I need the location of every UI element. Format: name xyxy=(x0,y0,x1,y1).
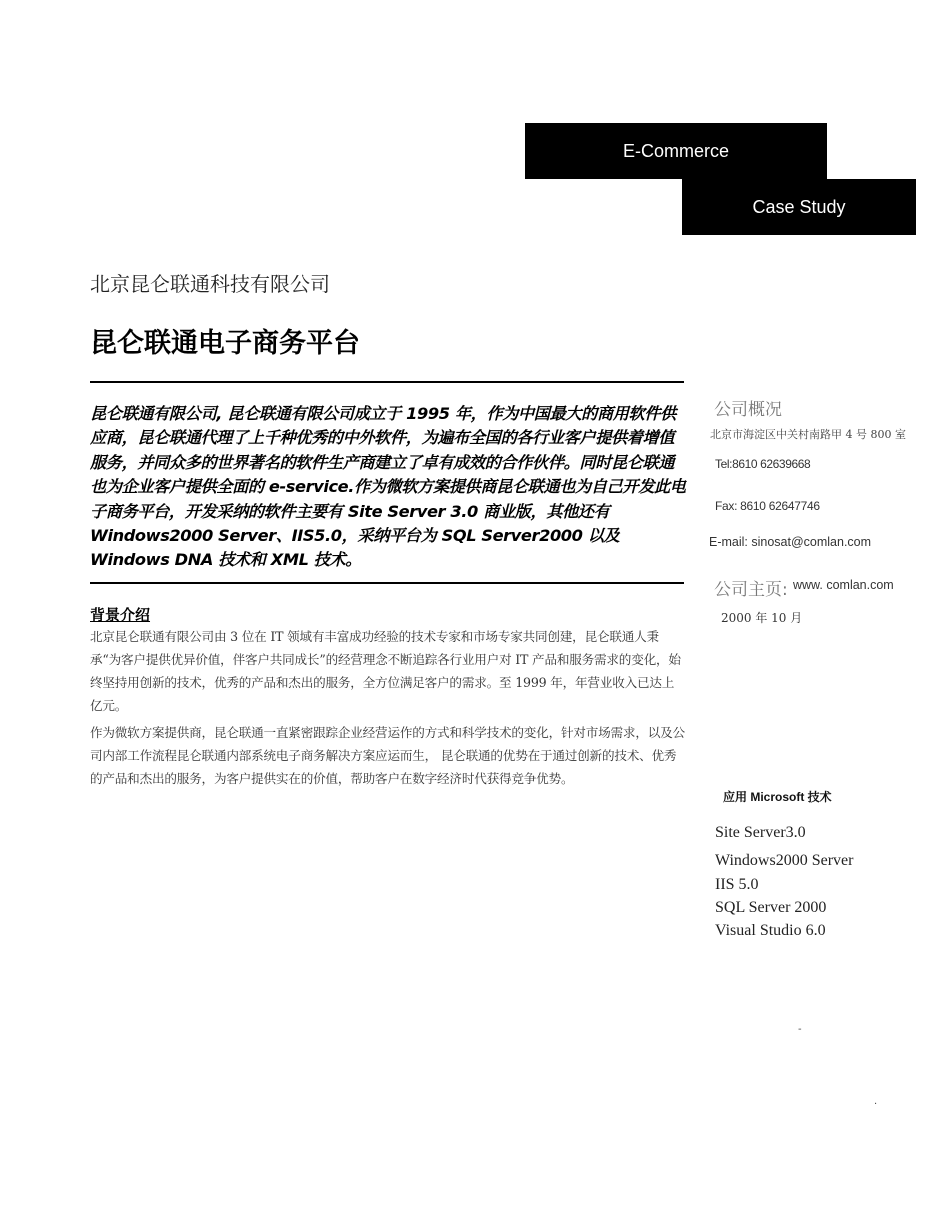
company-name: 北京昆仑联通科技有限公司 xyxy=(90,272,330,296)
tech-item: IIS 5.0 xyxy=(715,876,759,893)
tech-item: Visual Studio 6.0 xyxy=(715,922,826,939)
tech-item: Windows2000 Server xyxy=(715,852,854,869)
ecommerce-tag-label: E-Commerce xyxy=(622,140,729,161)
background-heading: 背景介绍 xyxy=(90,606,151,624)
company-fax: Fax: 8610 62647746 xyxy=(715,499,820,513)
overview-heading: 公司概况 xyxy=(714,400,782,420)
homepage-heading: 公司主页: xyxy=(714,580,788,600)
ecommerce-tag xyxy=(525,123,827,179)
tech-item: Site Server3.0 xyxy=(715,824,806,841)
company-tel: Tel:8610 62639668 xyxy=(715,457,811,471)
publish-date: 2000 年 10 月 xyxy=(721,611,803,625)
summary-paragraph: 昆仑联通有限公司, 昆仑联通有限公司成立于 1995 年，作为中国最大的商用软件供应商，昆仑联通代理了上千种优秀的中外软件，为遍布全国的各行业客户提供着增值服务，并同众多的世界著名的软件生产商建立了卓有成效的合作伙伴。同时昆仑联通也为企业客户提供全面的 e-service.作为微软方案提供商昆仑联通也为自己开发此电子商务平台，开发采纳的软件主要有 Site Server 3.0 商业版，其他还有 Windows2000 Server、IIS5.0，采纳平台为 SQL Server2000 以及 Windows DNA 技术和 XML 技术。 xyxy=(90,404,686,570)
background-paragraph-2: 作为微软方案提供商，昆仑联通一直紧密跟踪企业经营运作的方式和科学技术的变化，针对市场需求，以及公司内部工作流程昆仑联通内部系统电子商务解决方案应运而生， 昆仑联通的优势在于通过创新的技术、优秀的产品和杰出的服务，为客户提供实在的价值，帮助客户在数字经济时代获得竞争优势。 xyxy=(90,725,685,786)
page-title: 昆仑联通电子商务平台 xyxy=(90,328,360,359)
tech-item: SQL Server 2000 xyxy=(715,899,827,916)
case-study-tag xyxy=(682,179,916,235)
stray-mark: - xyxy=(798,1024,802,1035)
tech-heading: 应用 Microsoft 技术 xyxy=(723,790,832,804)
company-email: E-mail: sinosat@comlan.com xyxy=(709,535,872,549)
bottom-divider xyxy=(90,582,684,584)
top-divider xyxy=(90,381,684,383)
stray-mark: . xyxy=(874,1096,878,1107)
company-address: 北京市海淀区中关村南路甲 4 号 800 室 xyxy=(710,428,906,441)
company-website: www. comlan.com xyxy=(793,578,894,592)
background-paragraph-1: 北京昆仑联通有限公司由 3 位在 IT 领域有丰富成功经验的技术专家和市场专家共同创建，昆仑联通人秉承“为客户提供优异价值，伴客户共同成长”的经营理念不断追踪各行业用户对 IT 产品和服务需求的变化，始终坚持用创新的技术，优秀的产品和杰出的服务，全方位满足客户的需求。至 1999 年，年营业收入已达上亿元。 xyxy=(90,629,681,713)
case-study-tag-label: Case Study xyxy=(752,196,846,217)
